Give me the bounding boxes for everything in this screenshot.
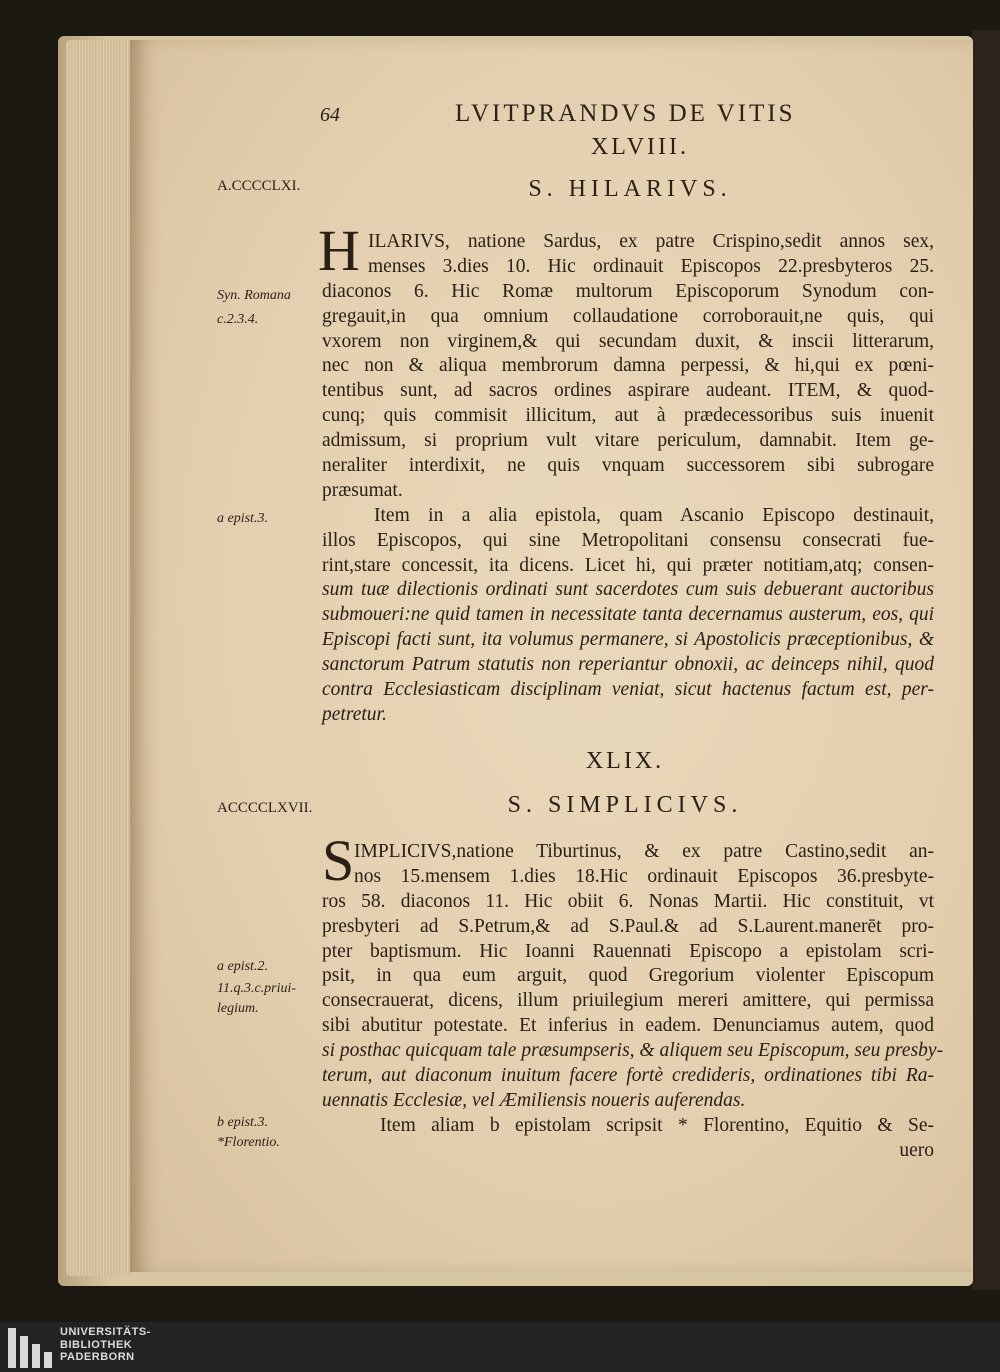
text-line: Item aliam b epistolam scripsit * Florentino, Equitio & Se- <box>380 1114 934 1136</box>
text-line: uennatis Ecclesiæ, vel Æmiliensis noueris auferendas. <box>322 1089 746 1111</box>
drop-capital: H <box>318 218 360 283</box>
text-line: menses 3.dies 10. Hic ordinauit Episcopos 22.presbyteros 25. <box>368 255 934 277</box>
year-note: A.CCCCLXI. <box>217 178 301 194</box>
text-line: neraliter interdixit, ne quis vnquam successorem sibi subrogare <box>322 455 934 477</box>
text-line: terum, aut diaconum inuitum facere fortè credideris, ordinationes tibi Ra- <box>322 1065 934 1087</box>
text-line: pter baptismum. Hic Ioanni Rauennati Episcopo a epistolam scri- <box>322 940 934 962</box>
margin-note: c.2.3.4. <box>217 312 259 327</box>
page-edges <box>66 40 132 1276</box>
text-line: contra Ecclesiasticam disciplinam veniat, sicut hactenus factum est, per- <box>322 679 934 701</box>
chapter-numeral: XLIX. <box>585 748 665 774</box>
text-line: consecrauerat, dicens, illum priuilegium mereri amittere, qui permissa <box>322 990 934 1012</box>
chapter-title: S. SIMPLICIVS. <box>507 792 743 818</box>
text-line: sum tuæ dilectionis ordinati sunt sacerdotes cum suis debuerant auctoribus <box>322 579 934 601</box>
chapter-numeral: XLVIII. <box>590 134 690 160</box>
page-number: 64 <box>320 104 340 126</box>
text-line: petretur. <box>322 703 387 725</box>
margin-note: *Florentio. <box>217 1135 280 1150</box>
text-line: nos 15.mensem 1.dies 18.Hic ordinauit Episcopos 36.presbyte- <box>354 865 934 887</box>
text-line: præsumat. <box>322 479 403 501</box>
text-line: gregauit,in qua omnium collaudatione corroborauit,ne quis, qui <box>322 305 934 327</box>
margin-note: b epist.3. <box>217 1115 268 1130</box>
text-line: IMPLICIVS,natione Tiburtinus, & ex patre Castino,sedit an- <box>354 841 934 862</box>
margin-note: a epist.2. <box>217 959 268 974</box>
catchword: uero <box>899 1139 934 1161</box>
text-line: diaconos 6. Hic Romæ multorum Episcoporum Synodum con- <box>322 280 934 302</box>
text-line: sibi abutitur potestate. Et inferius in eadem. Denunciamus autem, quod <box>322 1015 934 1037</box>
margin-note: 11.q.3.c.priui- <box>217 981 297 996</box>
margin-note: a epist.3. <box>217 511 268 526</box>
library-logo-bar <box>0 1322 1000 1372</box>
year-note: ACCCCLXVII. <box>217 800 313 816</box>
text-line: cunq; quis commisit illicitum, aut à prædecessoribus suis inuenit <box>322 405 934 427</box>
text-line: ros 58. diaconos 11. Hic obiit 6. Nonas Martii. Hic constituit, vt <box>322 890 934 912</box>
text-line: psit, in qua eum arguit, quod Gregorium violenter Episcopum <box>322 965 934 987</box>
text-block <box>322 840 944 1164</box>
text-line: si posthac quicquam tale præsumpseris, & aliquem seu Episcopum, seu presby- <box>322 1040 944 1062</box>
text-line: presbyteri ad S.Petrum,& ad S.Paul.& ad S.Laurent.manerēt pro- <box>322 915 934 937</box>
library-name: UNIVERSITÄTS- BIBLIOTHEK PADERBORN <box>60 1326 151 1363</box>
text-line: rint,stare concessit, ita dicens. Licet hi, qui præter notitiam,atq; consen- <box>322 554 934 576</box>
text-line: admissum, si proprium vult vitare periculum, damnabit. Item ge- <box>322 430 934 452</box>
drop-capital: S <box>322 828 355 893</box>
margin-note: Syn. Romana <box>217 288 291 303</box>
chapter-title: S. HILARIVS. <box>528 176 732 202</box>
text-line: sanctorum Patrum statutis non reperiantur obnoxii, ac deinceps nihil, quod <box>322 654 934 676</box>
margin-note: legium. <box>217 1001 259 1016</box>
text-line: vxorem non virginem,& qui secundam duxit, & inscii litterarum, <box>322 330 934 352</box>
text-line: nec non & aliqua membrorum damna perpessi, & hi,qui ex pœni- <box>322 355 934 377</box>
running-title: LVITPRANDVS DE VITIS <box>455 100 796 127</box>
text-line: Item in a alia epistola, quam Ascanio Episcopo destinauit, <box>374 504 934 526</box>
text-line: tentibus sunt, ad sacros ordines aspirare audeant. ITEM, & quod- <box>322 380 934 402</box>
book-right-edge <box>972 30 1000 1290</box>
text-line: illos Episcopos, qui sine Metropolitani consensu consecrati fue- <box>322 529 934 551</box>
text-block <box>322 230 934 728</box>
text-line: submoueri:ne quid tamen in necessitate tanta decernamus austerum, eos, qui <box>322 604 934 626</box>
text-line: ILARIVS, natione Sardus, ex patre Crispino,sedit annos sex, <box>368 231 934 252</box>
library-logo-icon <box>8 1328 52 1368</box>
text-line: Episcopi facti sunt, ita volumus permanere, si Apostolicis præceptionibus, & <box>322 629 934 651</box>
